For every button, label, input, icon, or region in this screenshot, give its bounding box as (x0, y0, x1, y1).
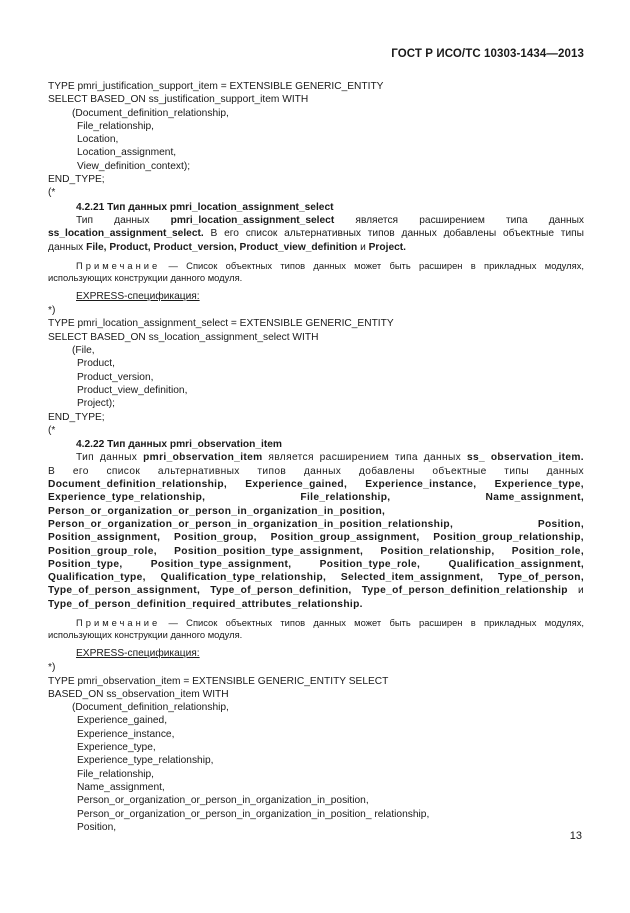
bold-term: ss_location_assignment_select. (48, 228, 204, 240)
code-item: Person_or_organization_or_person_in_organization_in_position_ relationship, (77, 808, 430, 820)
text-run: Тип данных (76, 214, 171, 226)
note-label: Примечание (76, 616, 161, 628)
note (48, 260, 584, 284)
code-item: Experience_instance, (77, 728, 175, 740)
text-run: В его список альтернативных типов данных добавлены объектные типы данных (48, 228, 584, 253)
bold-term: Document_definition_relationship, Experience_gained, Experience_instance, Experience_type, Experience_type_relationship, File_relationship, Name_assignment, Person_or_organization_or_person_in_organization_in_position, Person_or_organization_or_person_in_organization_in_position_relationship, Position, Position_assignment, Position_group, Position_group_assignment, Position_group_relationship, Position_group_role, Position_position_type_assignment, Position_relationship, Position_role, Position_type, Position_type_assignment, Position_type_role, Qualification_assignment, Qualification_type, Qualification_type_relationship, Selected_item_assignment, Type_of_person, Type_of_person_assignment, Type_of_person_definition, Type_of_person_definition_relationship (48, 479, 584, 597)
bold-term: pmri_location_assignment_select (170, 214, 335, 226)
text-run: Тип данных (76, 452, 144, 464)
code-items (48, 107, 584, 173)
code-select-line: BASED_ON ss_observation_item WITH (48, 688, 229, 700)
code-item: Product_view_definition, (77, 384, 188, 396)
code-item: Position, (77, 821, 117, 833)
code-end-type: END_TYPE; (48, 411, 105, 423)
code-item: Experience_gained, (77, 715, 168, 727)
code-item: Product_version, (77, 371, 154, 383)
comment-open: (* (48, 187, 56, 199)
code-item: Location_assignment, (77, 147, 177, 159)
code-item: File_relationship, (77, 768, 155, 780)
code-item: Person_or_organization_or_person_in_organization_in_position, (77, 795, 369, 807)
bold-term: pmri_observation_item (143, 452, 263, 464)
text-run: является расширением типа данных (262, 452, 467, 464)
code-item: Name_assignment, (77, 781, 165, 793)
code-item: File_relationship, (77, 120, 155, 132)
code-item: (Document_definition_relationship, (72, 702, 229, 714)
text-run: и (357, 241, 369, 253)
section-paragraph (48, 451, 584, 611)
code-end-type: END_TYPE; (48, 174, 105, 186)
code-items (48, 701, 584, 834)
text-run: В его список альтернативных типов данных добавлены объектные типы данных (48, 465, 584, 477)
code-item: Project); (77, 398, 115, 410)
code-item: (Document_definition_relationship, (72, 107, 229, 119)
comment-close: *) (48, 662, 56, 674)
code-item: Product, (77, 358, 115, 370)
comment-close: *) (48, 305, 56, 317)
note-label: Примечание (76, 259, 161, 271)
section-paragraph (48, 214, 584, 254)
code-select-line: SELECT BASED_ON ss_justification_support_item WITH (48, 94, 309, 106)
text-run: является расширением типа данных (334, 214, 585, 226)
code-items (48, 344, 584, 410)
section-heading-4-2-22: 4.2.22 Тип данных pmri_observation_item (76, 439, 282, 451)
code-item: Experience_type_relationship, (77, 755, 214, 767)
code-item: View_definition_context); (77, 160, 191, 172)
code-type-line: TYPE pmri_location_assignment_select = EXTENSIBLE GENERIC_ENTITY (48, 318, 394, 330)
page-content (48, 80, 584, 834)
document-header: ГОСТ Р ИСО/ТС 10303-1434—2013 (391, 48, 584, 60)
bold-term: ss_ observation_item. (466, 452, 584, 464)
code-item: Experience_type, (77, 742, 156, 754)
bold-term: Type_of_person_definition_required_attributes_relationship. (48, 598, 363, 610)
code-item: Location, (77, 134, 119, 146)
comment-open: (* (48, 424, 56, 436)
note-text: — Список объектных типов данных может быть расширен в прикладных модулях, использующих конструкции данного модуля. (48, 259, 584, 283)
note-text: — Список объектных типов данных может быть расширен в прикладных модулях, использующих конструкции данного модуля. (48, 616, 584, 640)
code-type-line: TYPE pmri_observation_item = EXTENSIBLE GENERIC_ENTITY SELECT (48, 675, 389, 687)
code-select-line: SELECT BASED_ON ss_location_assignment_select WITH (48, 331, 319, 343)
code-item: (File, (72, 345, 95, 357)
note (48, 617, 584, 641)
text-run: и (567, 585, 584, 597)
code-type-line: TYPE pmri_justification_support_item = EXTENSIBLE GENERIC_ENTITY (48, 81, 384, 92)
page-number: 13 (569, 830, 582, 842)
bold-term: Project. (368, 241, 406, 253)
bold-term: File, Product, Product_version, Product_view_definition (86, 241, 358, 253)
express-spec-label: EXPRESS-спецификация: (76, 647, 200, 659)
section-heading-4-2-21: 4.2.21 Тип данных pmri_location_assignment_select (76, 201, 334, 213)
express-spec-label: EXPRESS-спецификация: (76, 290, 200, 302)
